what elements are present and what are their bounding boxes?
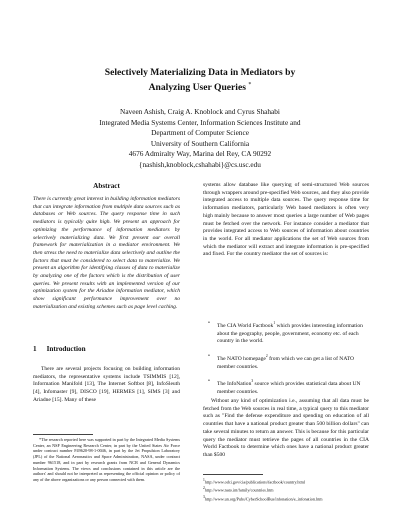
- affiliation-line-3: University of Southern California: [150, 138, 250, 148]
- section-number: 1: [33, 345, 37, 353]
- source-bullet-list: [203, 320, 369, 403]
- footnote-ref: 2: [265, 353, 268, 358]
- footnote-ref: 1: [273, 321, 276, 325]
- abstract-text: There is currently great interest in building information mediators that can integrate information from multiple data sources such as databases or Web sources. The query response time in such mediators is typically quite high. We present an approach for optimizing the performance of information mediators by selectively materializing data. We first present our overall framework for materialization in a mediator environment. We then stress the need to materialize data selectively and outline the factors that must be considered to select data to materialize. We present an algorithm for identifying classes of data to materialize by analyzing one of the factors which is the distribution of user queries. We present results with an implemented version of our optimization system for the Ariadne information mediator, which show significant performance improvement over no materialization and existing schemes such as page level caching.: [33, 196, 180, 310]
- bullet-item-nato: [203, 353, 369, 371]
- url-footnote-1: [203, 477, 369, 485]
- paper-title: [40, 66, 360, 94]
- bullet-text: The NATO homepage: [217, 355, 266, 362]
- funding-footnote: *The research reported here was supported in part by the Integrated Media Systems Center, an NSF Engineering Research Center, in part by the United States Air Force under contract number F49620-98-1-0046, in part by the Jet Propulsion Laboratory (JPL) of the National Aeronautics and Space Administration, NASA, under contract number 961518, and in part by research grants from NCR and General Dynamics Information Systems. The views and conclusions contained in this article are the authors' and should not be interpreted as representing the official opinion or policy of any of the above organizations or any person connected with them.: [33, 437, 180, 482]
- affiliation-line-1: Integrated Media Systems Center, Information Sciences Institute and: [99, 117, 301, 127]
- url-footnote-3: [203, 494, 369, 502]
- title-footnote-mark: *: [248, 82, 252, 88]
- footnote-number: 1: [203, 478, 205, 482]
- bullet-text: The CIA World Factbook: [217, 322, 274, 329]
- footnote-divider-left: [33, 434, 93, 435]
- right-column-paragraph-2: Without any kind of optimization i.e., assuming that all data must be fetched from the Web sources in real time, a typical query to this mediator such as "Find the defense expenditure and spending on education of all countries that have a national product greater than 500 billion dollars" can take several minutes to return an answer. This is because for this particular query the mediator must retrieve the pages of all countries in the CIA World Factbook to determine which ones have a national product greater than $500: [203, 398, 369, 458]
- bullet-mark: •: [208, 352, 210, 359]
- footnote-url[interactable]: http://www.odci.gov/cia/publications/factbook/country.html: [204, 479, 306, 485]
- footnote-url[interactable]: http://www.un.org/Pubs/CyberSchoolBus/infonation/e_infonation.htm: [204, 496, 323, 502]
- introduction-paragraph: There are several projects focusing on building information mediators, the representative systems include TSIMMIS [12], Information Manifold [13], The Internet Softbot [8], InfoSleuth [4], Infomaster [9], DISCO [19], HERMES [1], SIMS [3] and Ariadne [15]. Many of these: [33, 366, 180, 403]
- footnote-number: 2: [203, 486, 205, 491]
- bullet-item-cia: [203, 320, 369, 346]
- bullet-text: from which we can get a list of NATO member countries.: [217, 355, 355, 370]
- title-line-2: [40, 79, 360, 94]
- footnote-number: 3: [203, 494, 205, 499]
- bullet-text: which provides interesting information about the geography, people, government, economy etc. of each country in the world.: [217, 322, 363, 345]
- footnote-ref: 3: [251, 379, 254, 384]
- author-names: Naveen Ashish, Craig A. Knoblock and Cyrus Shahabi: [120, 107, 280, 116]
- address-line: 4676 Admiralty Way, Marina del Rey, CA 90292: [128, 149, 272, 158]
- bullet-text: source which provides statistical data about UN member countries.: [217, 381, 361, 395]
- title-line-1: Selectively Materializing Data in Mediators by: [104, 67, 296, 78]
- affiliation-line-2: Department of Computer Science: [151, 128, 249, 137]
- author-block: [40, 107, 360, 170]
- right-column-paragraph-1: systems allow database like querying of semi-structured Web sources through wrappers around pre-specified Web sources, and they also provide integrated access to multiple data sources. The query response time for information mediators, particularly Web based mediators is often very high mainly because to answer most queries a large number of Web pages must be fetched over the network. For instance consider a mediator that provides integrated access to Web sources of information about countries in the world. For all mediator applications the set of Web sources from which the mediator will extract and integrate information is pre-specified and fixed. For the country mediator the set of sources is:: [203, 182, 369, 258]
- url-footnote-2: [203, 485, 369, 493]
- abstract-heading: Abstract: [93, 182, 120, 190]
- footnote-url[interactable]: http://www.nato.int/family/countries.htm: [204, 487, 274, 493]
- email-line: {nashish,knoblock,cshahabi}@cs.usc.edu: [139, 159, 261, 169]
- title-line-2-text: Analyzing User Queries: [148, 82, 246, 94]
- footnote-divider-right: [203, 474, 263, 475]
- bullet-item-infonation: [203, 378, 369, 396]
- bullet-text: The InfoNation: [217, 381, 252, 388]
- section-title: Introduction: [46, 345, 86, 353]
- url-footnotes: [203, 477, 369, 502]
- bullet-mark: •: [208, 320, 210, 326]
- section-heading-introduction: [33, 345, 96, 353]
- bullet-mark: •: [208, 378, 210, 385]
